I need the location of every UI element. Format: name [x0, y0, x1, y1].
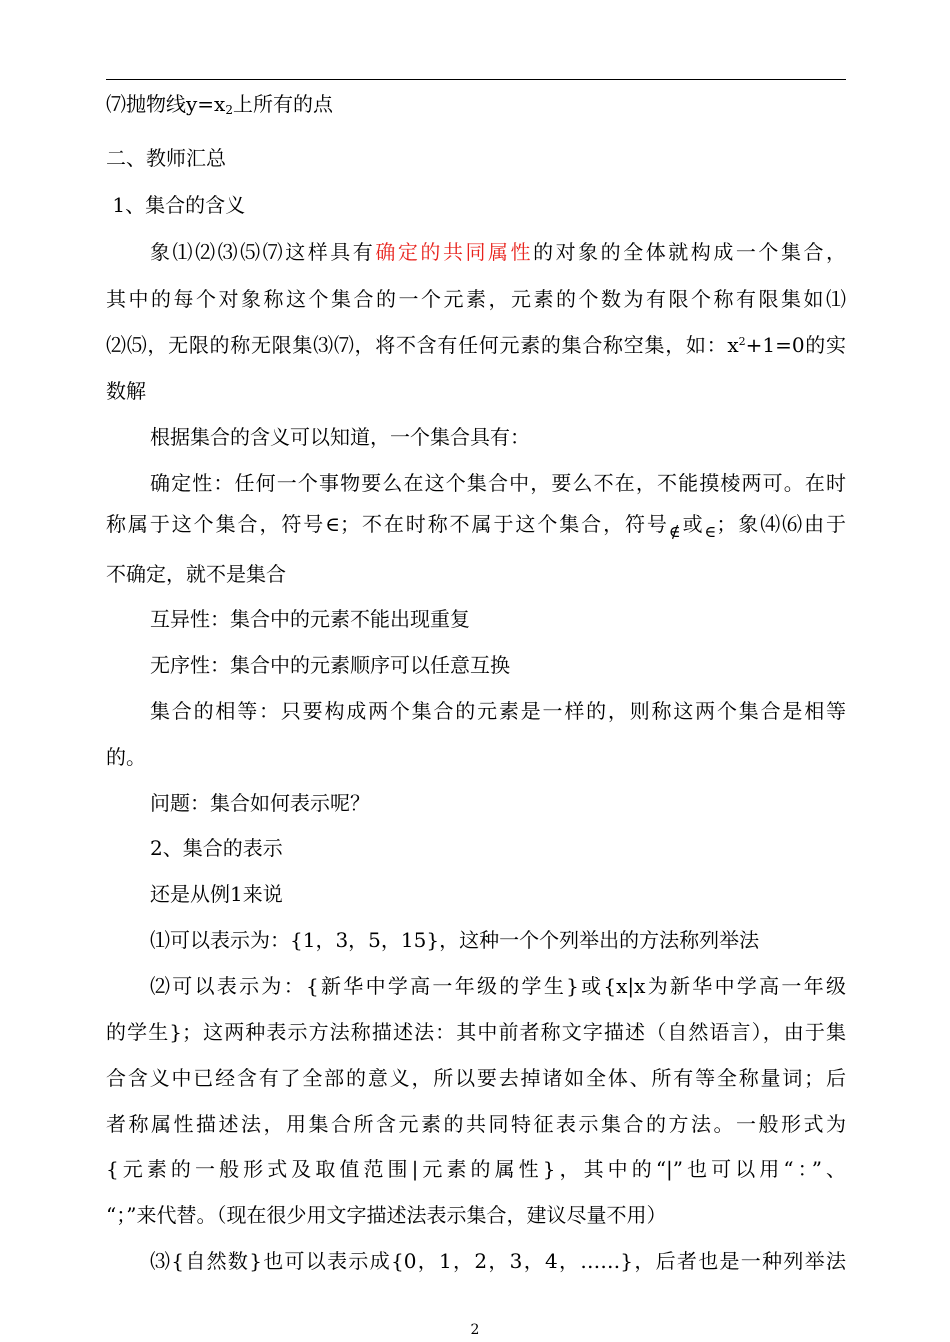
not-element-of-symbol: ∉: [668, 522, 681, 541]
section-heading-teacher-summary: 二、教师汇总: [106, 146, 226, 170]
highlight-text: 确定的共同属性: [375, 240, 534, 264]
paragraph-line: 的学生}；这两种表示方法称描述法：其中前者称文字描述（自然语言），由于集: [106, 1020, 846, 1044]
paragraph-line: 无序性：集合中的元素顺序可以任意互换: [150, 653, 510, 677]
paragraph-line: ⑵可以表示为：{新华中学高一年级的学生}或{x|x为新华中学高一年级: [150, 974, 846, 998]
element-of-symbol: ∈: [704, 522, 717, 541]
paragraph-line: “；”来代替。（现在很少用文字描述法表示集合，建议尽量不用）: [106, 1203, 667, 1227]
example-7-line: ⑺抛物线$y=x_2$上所有的点: [106, 92, 333, 117]
paragraph-line: 称属于这个集合，符号∈；不在时称不属于这个集合，符号∉或∈；象⑷⑹由于: [106, 510, 846, 540]
paragraph-line: 象⑴⑵⑶⑸⑺这样具有确定的共同属性的对象的全体就构成一个集合，: [150, 240, 847, 264]
paragraph-line: 还是从例1来说: [150, 882, 283, 906]
paragraph-line: 其中的每个对象称这个集合的一个元素，元素的个数为有限个称有限集如⑴: [106, 287, 846, 311]
paragraph-line: ⑶{自然数}也可以表示成{0，1，2，3，4，……}，后者也是一种列举法: [150, 1249, 846, 1273]
paragraph-line: 根据集合的含义可以知道，一个集合具有：: [150, 425, 530, 449]
question-line: 问题：集合如何表示呢？: [150, 791, 370, 815]
paragraph-line: 的。: [106, 745, 146, 769]
paragraph-line: 数解: [106, 379, 146, 403]
paragraph-line: {元素的一般形式及取值范围|元素的属性}，其中的“|”也可以用“：”、: [106, 1157, 846, 1181]
paragraph-line: ⑵⑸，无限的称无限集⑶⑺，将不含有任何元素的集合称空集，如：$x^2+1=0$的实: [106, 333, 846, 357]
paragraph-line: 不确定，就不是集合: [106, 562, 286, 586]
paragraph-line: 者称属性描述法，用集合所含元素的共同特征表示集合的方法。一般形式为: [106, 1112, 846, 1136]
paragraph-line: 确定性：任何一个事物要么在这个集合中，要么不在，不能摸棱两可。在时: [150, 471, 846, 495]
paragraph-line: 互异性：集合中的元素不能出现重复: [150, 607, 470, 631]
subheading-set-representation: 2、集合的表示: [150, 836, 283, 860]
subheading-set-meaning: 1、集合的含义: [106, 193, 246, 217]
paragraph-line: 集合的相等：只要构成两个集合的元素是一样的，则称这两个集合是相等: [150, 699, 846, 723]
page-number: 2: [470, 1322, 480, 1338]
paragraph-line: ⑴可以表示为：{1，3，5，15}，这种一个个列举出的方法称列举法: [150, 928, 760, 952]
header-rule: [106, 79, 846, 80]
paragraph-line: 合含义中已经含有了全部的意义，所以要去掉诸如全体、所有等全称量词；后: [106, 1066, 846, 1090]
